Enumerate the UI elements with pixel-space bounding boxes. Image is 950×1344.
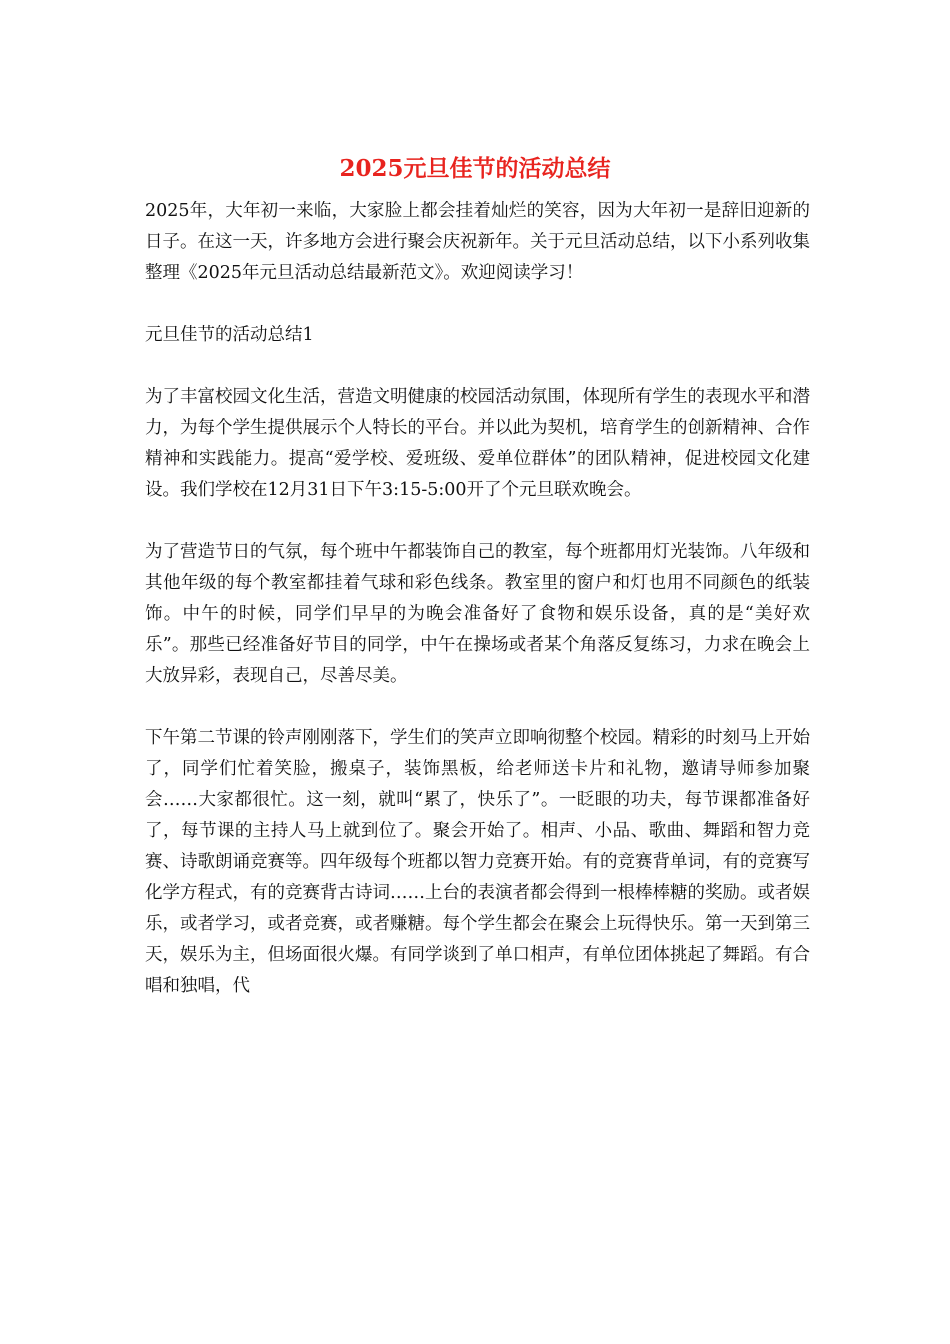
section-heading: 元旦佳节的活动总结1 xyxy=(145,325,314,345)
document-body xyxy=(145,196,810,1002)
body-paragraph-3: 下午第二节课的铃声刚刚落下，学生们的笑声立即响彻整个校园。精彩的时刻马上开始了，同学们忙着笑脸，搬桌子，装饰黑板，给老师送卡片和礼物，邀请导师参加聚会……大家都很忙。这一刻，就叫“累了，快乐了”。一眨眼的功夫，每节课都准备好了，每节课的主持人马上就到位了。聚会开始了。相声、小品、歌曲、舞蹈和智力竞赛、诗歌朗诵竞赛等。四年级每个班都以智力竞赛开始。有的竞赛背单词，有的竞赛写化学方程式，有的竞赛背古诗词……上台的表演者都会得到一根棒棒糖的奖励。或者娱乐，或者学习，或者竞赛，或者赚糖。每个学生都会在聚会上玩得快乐。第一天到第三天，娱乐为主，但场面很火爆。有同学谈到了单口相声，有单位团体挑起了舞蹈。有合唱和独唱，代 xyxy=(145,728,810,996)
document-title: 2025元旦佳节的活动总结 xyxy=(339,155,611,182)
intro-paragraph: 2025年，大年初一来临，大家脸上都会挂着灿烂的笑容，因为大年初一是辞旧迎新的日子。在这一天，许多地方会进行聚会庆祝新年。关于元旦活动总结，以下小系列收集整理《2025年元旦活动总结最新范文》。欢迎阅读学习！ xyxy=(145,201,810,283)
body-paragraph-1: 为了丰富校园文化生活，营造文明健康的校园活动氛围，体现所有学生的表现水平和潜力，为每个学生提供展示个人特长的平台。并以此为契机，培育学生的创新精神、合作精神和实践能力。提高“爱学校、爱班级、爱单位群体”的团队精神，促进校园文化建设。我们学校在12月31日下午3:15-5:00开了个元旦联欢晚会。 xyxy=(145,387,810,500)
body-paragraph-2: 为了营造节日的气氛，每个班中午都装饰自己的教室，每个班都用灯光装饰。八年级和其他年级的每个教室都挂着气球和彩色线条。教室里的窗户和灯也用不同颜色的纸装饰。中午的时候，同学们早早的为晚会准备好了食物和娱乐设备，真的是“美好欢乐”。那些已经准备好节目的同学，中午在操场或者某个角落反复练习，力求在晚会上大放异彩，表现自己，尽善尽美。 xyxy=(145,542,810,686)
